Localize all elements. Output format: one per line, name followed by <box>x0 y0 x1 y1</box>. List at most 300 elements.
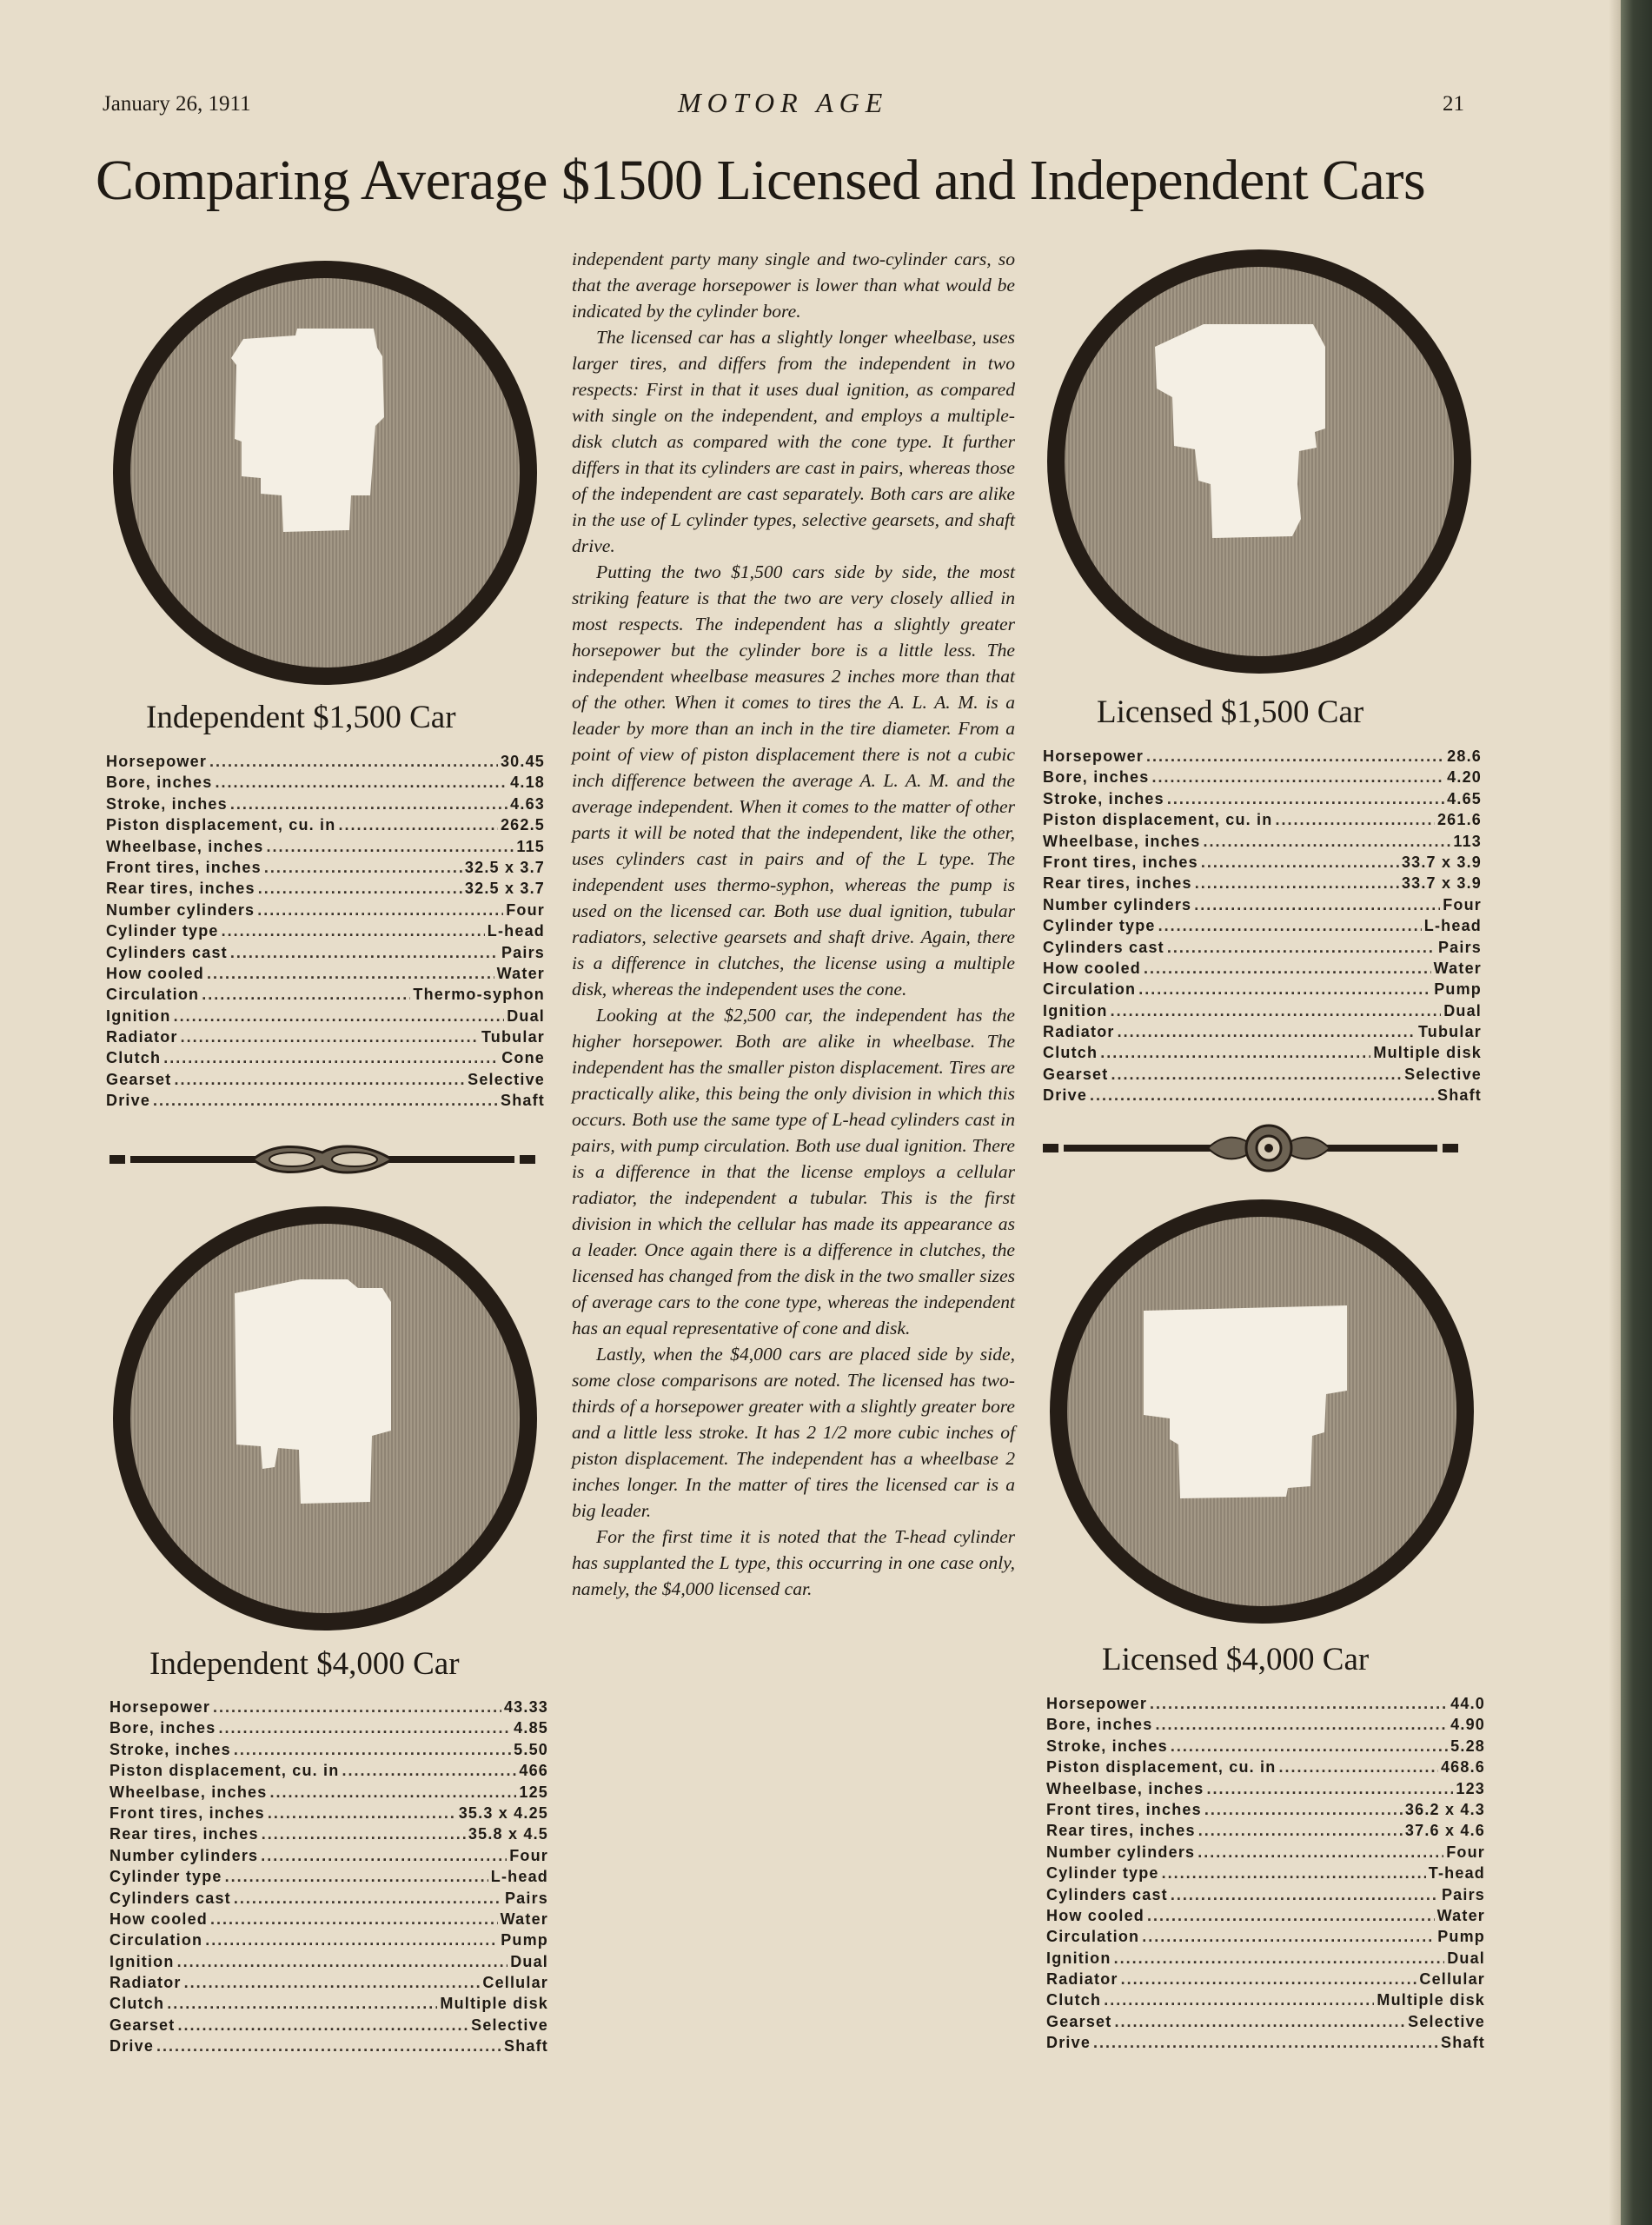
spec-row <box>109 1783 548 1804</box>
dot-leader <box>261 1847 507 1865</box>
spec-value: Tubular <box>1417 1023 1482 1041</box>
spec-row <box>109 1719 548 1740</box>
spec-label: Bore, inches <box>1043 768 1150 787</box>
spec-value: 5.50 <box>514 1740 548 1758</box>
spec-label: Radiator <box>109 1974 182 1992</box>
spec-table-licensed-1500 <box>1043 747 1482 1108</box>
spec-row <box>1046 1780 1485 1801</box>
spec-row <box>109 1910 548 1931</box>
spec-label: Circulation <box>1046 1928 1140 1946</box>
spec-row <box>1043 853 1482 874</box>
spec-value: Multiple disk <box>440 1995 548 2013</box>
spec-row <box>1043 768 1482 789</box>
dot-leader <box>202 986 410 1004</box>
car-title-licensed-1500: Licensed $1,500 Car <box>1097 694 1364 730</box>
spec-row <box>1046 1695 1485 1716</box>
spec-label: Number cylinders <box>109 1846 259 1864</box>
spec-value: Shaft <box>504 2037 548 2056</box>
dot-leader <box>1195 874 1399 893</box>
dot-leader <box>1118 1023 1416 1041</box>
dot-leader <box>264 859 462 877</box>
spec-label: Piston displacement, cu. in <box>106 816 336 834</box>
dot-leader <box>167 1995 437 2013</box>
spec-value: 5.28 <box>1450 1737 1485 1755</box>
dot-leader <box>269 1783 516 1802</box>
spec-value: Four <box>506 900 545 919</box>
article-body <box>572 246 1015 1602</box>
spec-table-independent-1500 <box>106 753 545 1113</box>
spec-value: 35.3 x 4.25 <box>458 1803 548 1822</box>
spec-label: Gearset <box>109 2016 176 2034</box>
spec-row <box>109 1931 548 1952</box>
dot-leader <box>1206 1780 1453 1798</box>
spec-row <box>106 1028 545 1049</box>
spec-label: Clutch <box>1043 1044 1098 1062</box>
spec-row <box>109 2037 548 2058</box>
spec-row <box>106 1049 545 1070</box>
engine-silhouette-independent-1500 <box>113 261 537 685</box>
spec-value: 32.5 x 3.7 <box>464 880 545 898</box>
spec-row <box>106 816 545 837</box>
spec-value: Water <box>1436 1906 1485 1924</box>
spec-label: Number cylinders <box>106 900 255 919</box>
spec-row <box>109 1804 548 1825</box>
spec-value: Multiple disk <box>1373 1044 1482 1062</box>
article-paragraph: independent party many single and two-cylinder cars, so that the average horsepower is lower than what would be indicated by the cylinder bore. <box>572 249 1015 322</box>
ornamental-divider-right <box>1043 1121 1477 1173</box>
spec-row <box>1043 747 1482 768</box>
spec-row <box>109 1974 548 1995</box>
spec-row <box>109 1953 548 1974</box>
spec-label: Wheelbase, inches <box>109 1783 268 1801</box>
spec-label: Ignition <box>1046 1949 1111 1967</box>
dot-leader <box>1204 1801 1403 1819</box>
page-headline: Comparing Average $1500 Licensed and Independent Cars <box>96 149 1426 212</box>
spec-label: Radiator <box>1043 1023 1115 1041</box>
spec-row <box>106 774 545 794</box>
dot-leader <box>1093 2034 1438 2052</box>
dot-leader <box>213 1698 501 1717</box>
spec-label: Drive <box>1046 2034 1091 2052</box>
spec-row <box>1043 1066 1482 1086</box>
dot-leader <box>1150 1695 1448 1713</box>
spec-label: Cylinder type <box>1043 917 1156 935</box>
spec-value: Selective <box>1404 1065 1482 1083</box>
dot-leader <box>258 880 462 898</box>
spec-row <box>106 753 545 774</box>
spec-label: Cylinder type <box>106 922 219 940</box>
spec-value: 32.5 x 3.7 <box>464 858 545 876</box>
dot-leader <box>1278 1758 1438 1777</box>
spec-row <box>106 965 545 986</box>
spec-label: Piston displacement, cu. in <box>109 1762 340 1780</box>
spec-label: Clutch <box>1046 1991 1102 2009</box>
spec-label: Number cylinders <box>1046 1843 1196 1861</box>
dot-leader <box>1151 768 1444 787</box>
spec-row <box>1046 1886 1485 1907</box>
spec-row <box>1043 790 1482 811</box>
dot-leader <box>177 1953 508 1971</box>
spec-value: Dual <box>1447 1949 1485 1967</box>
spec-label: Gearset <box>1043 1065 1109 1083</box>
dot-leader <box>1203 833 1450 851</box>
spec-row <box>106 1071 545 1092</box>
dot-leader <box>1114 1949 1445 1968</box>
dot-leader <box>1171 1737 1448 1756</box>
spec-row <box>1043 874 1482 895</box>
dot-leader <box>1146 747 1444 766</box>
spec-value: Dual <box>507 1006 545 1025</box>
dot-leader <box>181 1028 479 1046</box>
dot-leader <box>153 1092 498 1110</box>
dot-leader <box>1104 1991 1374 2009</box>
spec-row <box>1046 1737 1485 1758</box>
spec-label: Cylinder type <box>109 1868 222 1886</box>
spec-value: 33.7 x 3.9 <box>1401 853 1482 871</box>
spec-label: How cooled <box>106 964 205 982</box>
spec-row <box>109 1698 548 1719</box>
spec-value: Shaft <box>1437 1086 1482 1105</box>
running-head <box>0 87 1512 130</box>
spec-row <box>106 986 545 1006</box>
spec-row <box>106 880 545 900</box>
spec-value: Dual <box>1443 1001 1482 1020</box>
spec-label: Clutch <box>109 1995 165 2013</box>
dot-leader <box>1111 1066 1402 1084</box>
spec-row <box>1043 833 1482 853</box>
spec-row <box>1043 1086 1482 1107</box>
dot-leader <box>266 838 514 856</box>
dot-leader <box>177 2016 468 2035</box>
spec-label: Bore, inches <box>1046 1716 1153 1734</box>
spec-row <box>106 795 545 816</box>
spec-value: Four <box>1446 1843 1485 1861</box>
spec-row <box>106 922 545 943</box>
spec-value: 115 <box>516 837 545 855</box>
spec-value: Dual <box>510 1952 548 1970</box>
spec-value: Shaft <box>501 1092 545 1110</box>
dot-leader <box>234 1890 502 1908</box>
spec-row <box>109 1825 548 1846</box>
spec-value: T-head <box>1428 1864 1485 1883</box>
dot-leader <box>210 1910 498 1929</box>
spec-value: 4.65 <box>1447 789 1482 807</box>
dot-leader <box>230 944 499 962</box>
spec-label: Drive <box>1043 1086 1088 1105</box>
spec-label: Cylinders cast <box>106 943 228 961</box>
spec-value: Cellular <box>482 1974 548 1992</box>
spec-value: Tubular <box>481 1028 545 1046</box>
spec-value: 468.6 <box>1440 1758 1485 1777</box>
dot-leader <box>174 1007 505 1026</box>
spec-row <box>1046 1716 1485 1737</box>
spec-label: Front tires, inches <box>109 1803 265 1822</box>
spec-row <box>106 1092 545 1112</box>
spec-value: 113 <box>1453 832 1482 850</box>
spec-row <box>1043 980 1482 1001</box>
spec-value: 262.5 <box>500 816 545 834</box>
spec-value: Pairs <box>1441 1885 1485 1903</box>
spec-value: 123 <box>1456 1779 1485 1797</box>
spec-value: Four <box>509 1846 548 1864</box>
page-number: 21 <box>1443 92 1464 116</box>
spec-label: Horsepower <box>1046 1695 1148 1712</box>
spec-value: 4.90 <box>1450 1716 1485 1734</box>
spec-value: Four <box>1443 895 1482 913</box>
spec-row <box>106 1007 545 1028</box>
car-title-independent-1500: Independent $1,500 Car <box>146 700 456 735</box>
spec-row <box>1046 1864 1485 1885</box>
spec-row <box>106 901 545 922</box>
spec-value: 4.85 <box>514 1719 548 1737</box>
spec-label: Horsepower <box>106 753 208 770</box>
spec-value: L-head <box>490 1868 548 1886</box>
spec-row <box>1043 1044 1482 1065</box>
spec-row <box>109 1995 548 2016</box>
spec-value: 37.6 x 4.6 <box>1404 1822 1485 1840</box>
spec-row <box>1046 1907 1485 1928</box>
spec-row <box>106 944 545 965</box>
spec-label: Circulation <box>106 986 200 1004</box>
spec-label: Radiator <box>1046 1970 1118 1989</box>
spec-label: Circulation <box>1043 980 1137 999</box>
spec-row <box>1046 2013 1485 2034</box>
spec-value: Water <box>1433 959 1482 977</box>
spec-value: Selective <box>1408 2012 1485 2030</box>
spec-row <box>1043 896 1482 917</box>
spec-value: Pump <box>1434 980 1482 999</box>
spec-label: Drive <box>106 1092 151 1110</box>
spec-value: 4.18 <box>510 774 545 792</box>
dot-leader <box>209 753 498 771</box>
spec-label: Wheelbase, inches <box>1046 1779 1204 1797</box>
spec-label: Clutch <box>106 1049 162 1067</box>
dot-leader <box>262 1825 466 1843</box>
dot-leader <box>1121 1970 1417 1989</box>
spec-label: Ignition <box>106 1006 171 1025</box>
spec-value: 43.33 <box>503 1698 548 1716</box>
dot-leader <box>1158 917 1422 935</box>
dot-leader <box>1198 1822 1403 1840</box>
dot-leader <box>1167 790 1444 808</box>
spec-value: Pump <box>501 1931 548 1949</box>
spec-label: Rear tires, inches <box>1046 1822 1196 1840</box>
spec-row <box>1046 1801 1485 1822</box>
spec-label: Front tires, inches <box>1046 1800 1202 1818</box>
article-paragraph: Putting the two $1,500 cars side by side, the most striking feature is that the two are very closely allied in most respects. The independent has a slightly greater horsepower but the cylinder bore is a little less. The independent wheelbase measures 2 inches more than that of the other. When it comes to tires the A. L. A. M. is a leader by more than an inch in the tire diameter. From a point of view of piston displacement there is not a cubic inch difference between the average A. L. A. M. and the average independent. When it comes to the matter of other parts it will be noted that the independent, like the other, uses cylinders cast in pairs and of the L type. The independent uses thermo-syphon, whereas the pump is used on the licensed car. Both use dual ignition, tubular radiators, selective gearsets and shaft drive. Again, there is a difference in clutches, the license using a multiple disk, whereas the independent uses the cone. <box>572 561 1015 1000</box>
spec-value: 4.63 <box>510 794 545 813</box>
dot-leader <box>184 1974 481 1992</box>
dot-leader <box>163 1049 499 1067</box>
spec-value: Thermo-syphon <box>413 986 545 1004</box>
spec-value: 35.8 x 4.5 <box>468 1825 548 1843</box>
spec-label: Ignition <box>109 1952 175 1970</box>
dot-leader <box>342 1762 516 1780</box>
spec-label: Drive <box>109 2037 155 2056</box>
dot-leader <box>1198 1843 1443 1862</box>
dot-leader <box>1275 811 1435 829</box>
spec-label: Stroke, inches <box>109 1740 231 1758</box>
spec-label: Radiator <box>106 1028 178 1046</box>
dot-leader <box>1201 853 1399 872</box>
dot-leader <box>1167 939 1436 957</box>
spec-row <box>1046 1822 1485 1843</box>
issue-date: January 26, 1911 <box>103 92 251 116</box>
spec-label: Number cylinders <box>1043 895 1192 913</box>
spec-row <box>1043 1002 1482 1023</box>
spec-label: Cylinders cast <box>1043 938 1164 956</box>
spec-value: Pairs <box>501 943 545 961</box>
spec-label: How cooled <box>109 1910 209 1928</box>
spec-label: How cooled <box>1046 1906 1145 1924</box>
spec-value: Shaft <box>1441 2034 1485 2052</box>
journal-name: MOTOR AGE <box>678 87 889 118</box>
spec-value: 33.7 x 3.9 <box>1401 874 1482 893</box>
spec-label: Rear tires, inches <box>1043 874 1192 893</box>
dot-leader <box>1194 896 1440 914</box>
spec-row <box>1046 1991 1485 2012</box>
spec-value: 466 <box>519 1762 548 1780</box>
spec-value: L-head <box>487 922 545 940</box>
spec-label: Cylinders cast <box>109 1889 231 1907</box>
spec-row <box>109 1868 548 1889</box>
spec-label: Front tires, inches <box>1043 853 1198 871</box>
spec-label: Cylinder type <box>1046 1864 1159 1883</box>
dot-leader <box>174 1071 465 1089</box>
spec-row <box>1043 939 1482 960</box>
spec-value: Selective <box>468 1070 545 1088</box>
spec-value: Water <box>496 964 545 982</box>
article-paragraph: The licensed car has a slightly longer wheelbase, uses larger tires, and differs from the independent in two respects: First in that it uses dual ignition, as compared with single on the independent, and employs a multiple-disk clutch as compared with the cone type. It further differs in that its cylinders are cast in pairs, whereas those of the independent are cast separately. Both cars are alike in the use of L cylinder types, selective gearsets, and shaft drive. <box>572 327 1015 556</box>
spec-label: Front tires, inches <box>106 858 262 876</box>
spec-label: Wheelbase, inches <box>1043 832 1201 850</box>
spec-label: Stroke, inches <box>106 794 228 813</box>
spec-row <box>109 1741 548 1762</box>
car-title-licensed-4000: Licensed $4,000 Car <box>1102 1642 1370 1677</box>
engine-silhouette-independent-4000 <box>113 1206 537 1631</box>
spec-row <box>1046 1970 1485 1991</box>
spec-label: Gearset <box>1046 2012 1112 2030</box>
spec-value: 261.6 <box>1436 811 1482 829</box>
dot-leader <box>215 774 508 792</box>
dot-leader <box>230 795 508 814</box>
spec-row <box>109 1762 548 1783</box>
spec-row <box>109 1847 548 1868</box>
engine-silhouette-licensed-4000 <box>1050 1199 1474 1624</box>
spec-row <box>1043 1023 1482 1044</box>
spec-value: Cone <box>501 1049 545 1067</box>
ornamental-divider-left <box>109 1140 544 1179</box>
spec-row <box>1046 1758 1485 1779</box>
spec-row <box>109 1890 548 1910</box>
spec-label: Stroke, inches <box>1043 789 1164 807</box>
spec-value: Pairs <box>1437 938 1482 956</box>
page-edge <box>1609 0 1621 2225</box>
dot-leader <box>1114 2013 1405 2031</box>
spec-value: 4.20 <box>1447 768 1482 787</box>
spec-label: Gearset <box>106 1070 172 1088</box>
spec-value: Selective <box>471 2016 548 2034</box>
spec-table-independent-4000 <box>109 1698 548 2059</box>
dot-leader <box>1155 1716 1448 1734</box>
spec-value: 44.0 <box>1450 1695 1485 1712</box>
dot-leader <box>222 922 485 940</box>
dot-leader <box>205 1931 498 1949</box>
dot-leader <box>218 1719 511 1737</box>
spec-value: 28.6 <box>1447 747 1482 765</box>
article-paragraph: Lastly, when the $4,000 cars are placed side by side, some close comparisons are noted. The licensed has two-thirds of a horsepower greater with a slightly greater bore and a little less stroke. It has 2 1/2 more cubic inches of piston displacement. The independent has a wheelbase 2 inches longer. In the matter of tires the licensed car is a big leader. <box>572 1344 1015 1521</box>
spec-label: Circulation <box>109 1931 203 1949</box>
spec-row <box>1043 960 1482 980</box>
spec-value: Pump <box>1437 1928 1485 1946</box>
article-paragraph: For the first time it is noted that the T-head cylinder has supplanted the L type, this occurring in one case only, namely, the $4,000 licensed car. <box>572 1526 1015 1599</box>
dot-leader <box>1147 1907 1435 1925</box>
spec-label: Cylinders cast <box>1046 1885 1168 1903</box>
spec-label: How cooled <box>1043 959 1142 977</box>
spec-row <box>1046 2034 1485 2055</box>
spec-label: Bore, inches <box>109 1719 216 1737</box>
article-paragraph: Looking at the $2,500 car, the independent has the higher horsepower. Both are alike in wheelbase. The independent has the smaller piston displacement. Tires are practically alike, this being the only division in which this occurs. Both use the same type of L-head cylinders cast in pairs, with pump circulation. Both use dual ignition. There is a difference in that the license employs a cellular radiator, the independent a tubular. This is the first division in which the cellular has made its appearance as a leader. Once again there is a difference in clutches, the licensed has changed from the disk in the two smaller sizes of average cars to the cone type, whereas the independent has an equal representative of cone and disk. <box>572 1005 1015 1338</box>
dot-leader <box>1142 1928 1435 1946</box>
spec-label: Horsepower <box>109 1698 211 1716</box>
spec-label: Ignition <box>1043 1001 1108 1020</box>
spec-label: Rear tires, inches <box>106 880 255 898</box>
spec-row <box>1043 811 1482 832</box>
spec-value: 125 <box>519 1783 548 1801</box>
spec-row <box>106 838 545 859</box>
dot-leader <box>1144 960 1431 978</box>
dot-leader <box>1100 1044 1370 1062</box>
dot-leader <box>207 965 494 983</box>
dot-leader <box>156 2037 501 2056</box>
spec-label: Horsepower <box>1043 747 1144 765</box>
dot-leader <box>234 1741 511 1759</box>
spec-value: L-head <box>1423 917 1482 935</box>
spec-label: Piston displacement, cu. in <box>1043 811 1273 829</box>
spec-table-licensed-4000 <box>1046 1695 1485 2056</box>
spec-value: 30.45 <box>500 753 545 770</box>
spec-row <box>1046 1843 1485 1864</box>
dot-leader <box>1090 1086 1435 1105</box>
dot-leader <box>1138 980 1431 999</box>
spec-row <box>1046 1949 1485 1970</box>
dot-leader <box>225 1868 488 1886</box>
spec-label: Wheelbase, inches <box>106 837 264 855</box>
spec-row <box>106 859 545 880</box>
spec-label: Piston displacement, cu. in <box>1046 1758 1277 1777</box>
engine-silhouette-licensed-1500 <box>1047 249 1471 674</box>
dot-leader <box>257 901 503 920</box>
dot-leader <box>338 816 498 834</box>
spec-label: Bore, inches <box>106 774 213 792</box>
dot-leader <box>1111 1002 1442 1020</box>
book-binding <box>1621 0 1652 2225</box>
spec-value: Multiple disk <box>1377 1991 1485 2009</box>
spec-value: Water <box>500 1910 548 1928</box>
spec-row <box>109 2016 548 2037</box>
spec-label: Stroke, inches <box>1046 1737 1168 1755</box>
dot-leader <box>268 1804 456 1823</box>
spec-row <box>1043 917 1482 938</box>
spec-row <box>1046 1928 1485 1949</box>
dot-leader <box>1171 1886 1439 1904</box>
spec-value: Cellular <box>1419 1970 1485 1989</box>
car-title-independent-4000: Independent $4,000 Car <box>149 1646 460 1682</box>
spec-value: Pairs <box>504 1889 548 1907</box>
spec-value: 36.2 x 4.3 <box>1404 1800 1485 1818</box>
dot-leader <box>1162 1864 1426 1883</box>
spec-label: Rear tires, inches <box>109 1825 259 1843</box>
